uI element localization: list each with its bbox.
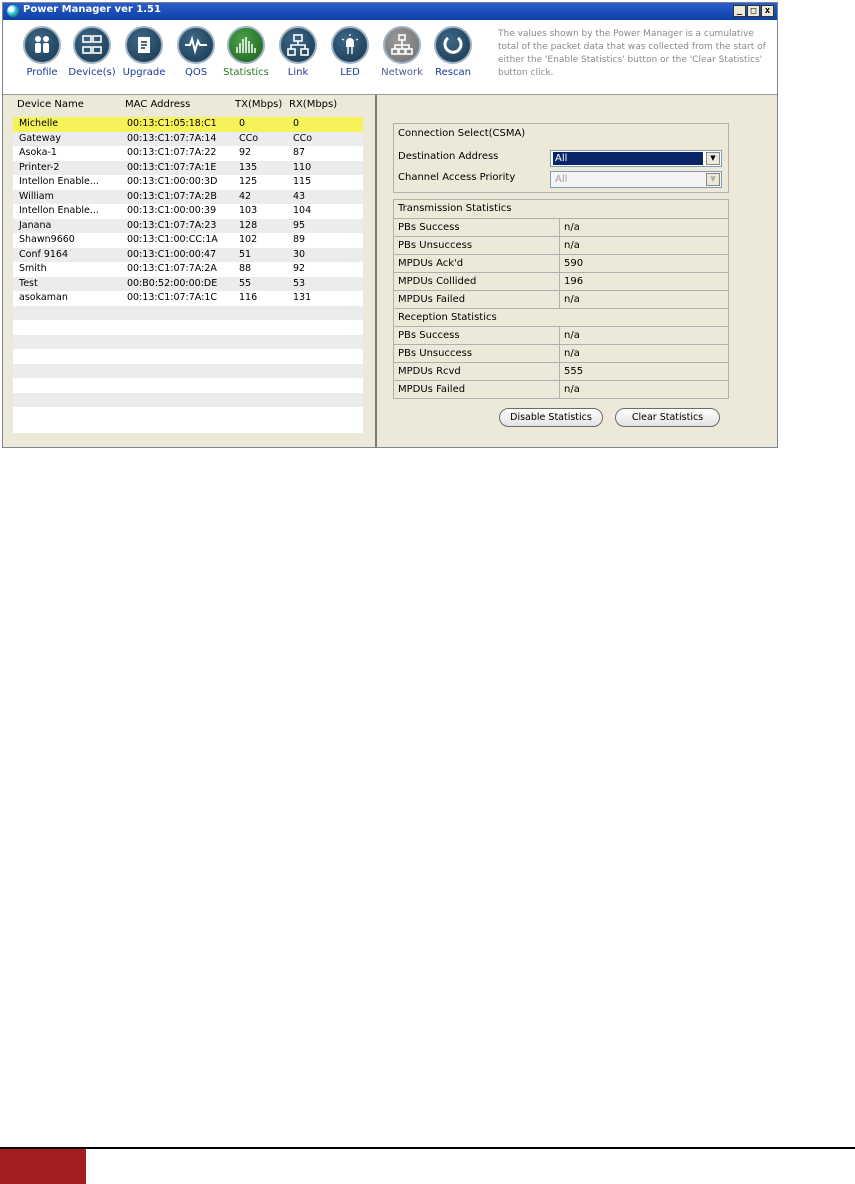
transmission-statistics-header bbox=[394, 200, 728, 218]
tx-cell: 135 bbox=[239, 161, 258, 173]
device-name-cell: Smith bbox=[19, 263, 47, 274]
tool-label: Upgrade bbox=[122, 67, 166, 78]
rx-cell: 0 bbox=[293, 118, 300, 129]
column-rx[interactable]: RX(Mbps) bbox=[289, 99, 338, 110]
chevron-down-icon[interactable]: ▼ bbox=[706, 152, 720, 165]
statistics-table bbox=[393, 199, 729, 399]
empty-table-row bbox=[13, 393, 363, 408]
device-name-cell: Intellon Enable... bbox=[19, 176, 99, 187]
stat-label: MPDUs Failed bbox=[394, 291, 560, 308]
section-title: Reception Statistics bbox=[398, 312, 497, 323]
destination-address-label: Destination Address bbox=[398, 151, 499, 162]
stat-row bbox=[394, 344, 728, 362]
rx-cell: 89 bbox=[293, 234, 306, 245]
stat-label: MPDUs Rcvd bbox=[394, 363, 560, 380]
tool-rescan[interactable] bbox=[428, 26, 478, 78]
tool-label: Statistics bbox=[223, 67, 269, 78]
qos-icon bbox=[177, 26, 215, 64]
section-title: Transmission Statistics bbox=[398, 203, 512, 214]
profile-icon bbox=[23, 26, 61, 64]
device-name-cell: Conf 9164 bbox=[19, 248, 69, 260]
stat-value: n/a bbox=[564, 348, 580, 359]
tx-cell: CCo bbox=[239, 132, 259, 144]
tx-cell: 128 bbox=[239, 219, 258, 231]
table-row[interactable] bbox=[13, 146, 363, 161]
device-name-cell: Asoka-1 bbox=[19, 147, 57, 158]
tool-label: LED bbox=[340, 67, 360, 78]
table-row[interactable] bbox=[13, 277, 363, 292]
mac-address-cell: 00:13:C1:05:18:C1 bbox=[127, 118, 217, 129]
stat-value: n/a bbox=[564, 330, 580, 341]
rx-cell: 87 bbox=[293, 147, 306, 158]
devices-icon bbox=[73, 26, 111, 64]
page-footer-rule bbox=[0, 1147, 855, 1149]
table-row[interactable] bbox=[13, 190, 363, 205]
network-icon bbox=[383, 26, 421, 64]
stat-row bbox=[394, 326, 728, 344]
rescan-icon bbox=[434, 26, 472, 64]
destination-address-value: All bbox=[553, 152, 703, 165]
empty-table-row bbox=[13, 407, 363, 422]
stat-value: n/a bbox=[564, 240, 580, 251]
table-row[interactable] bbox=[13, 161, 363, 176]
mac-address-cell: 00:13:C1:07:7A:23 bbox=[127, 219, 217, 231]
mac-address-cell: 00:13:C1:00:00:39 bbox=[127, 205, 217, 216]
table-row[interactable] bbox=[13, 117, 363, 132]
mac-address-cell: 00:13:C1:07:7A:22 bbox=[127, 147, 217, 158]
column-device-name[interactable]: Device Name bbox=[17, 99, 84, 110]
disable-statistics-button[interactable]: Disable Statistics bbox=[499, 408, 603, 427]
mac-address-cell: 00:13:C1:00:00:3D bbox=[127, 176, 218, 187]
close-button[interactable]: x bbox=[761, 5, 774, 17]
table-row[interactable] bbox=[13, 233, 363, 248]
page-footer-block bbox=[0, 1149, 86, 1184]
reception-statistics-header bbox=[394, 308, 728, 326]
tool-led[interactable] bbox=[325, 26, 375, 78]
mac-address-cell: 00:13:C1:07:7A:1C bbox=[127, 292, 217, 303]
column-mac-address[interactable]: MAC Address bbox=[125, 99, 191, 110]
statistics-icon bbox=[227, 26, 265, 64]
table-row[interactable] bbox=[13, 204, 363, 219]
title-bar[interactable] bbox=[3, 3, 777, 20]
led-icon bbox=[331, 26, 369, 64]
empty-table-row bbox=[13, 378, 363, 393]
link-icon bbox=[279, 26, 317, 64]
minimize-button[interactable]: _ bbox=[733, 5, 746, 17]
table-row[interactable] bbox=[13, 219, 363, 234]
tool-qos[interactable] bbox=[171, 26, 221, 78]
channel-access-priority-label: Channel Access Priority bbox=[398, 172, 516, 183]
tx-cell: 92 bbox=[239, 147, 252, 158]
rx-cell: 104 bbox=[293, 205, 312, 216]
stat-value: n/a bbox=[564, 384, 580, 395]
mac-address-cell: 00:13:C1:00:00:47 bbox=[127, 248, 217, 260]
channel-access-priority-select[interactable] bbox=[550, 171, 722, 188]
table-row[interactable] bbox=[13, 291, 363, 306]
rx-cell: 43 bbox=[293, 190, 306, 202]
tx-cell: 102 bbox=[239, 234, 258, 245]
empty-table-row bbox=[13, 306, 363, 321]
tool-label: Profile bbox=[26, 67, 58, 78]
stat-label: MPDUs Collided bbox=[394, 273, 560, 290]
power-manager-window bbox=[2, 2, 778, 448]
table-row[interactable] bbox=[13, 175, 363, 190]
mac-address-cell: 00:13:C1:07:7A:2B bbox=[127, 190, 217, 202]
tool-label: QOS bbox=[184, 67, 208, 78]
device-name-cell: William bbox=[19, 190, 54, 202]
tool-upgrade[interactable] bbox=[119, 26, 169, 78]
table-row[interactable] bbox=[13, 262, 363, 277]
statistics-panel bbox=[379, 95, 777, 447]
rx-cell: 92 bbox=[293, 263, 306, 274]
stat-label: PBs Unsuccess bbox=[394, 237, 560, 254]
rx-cell: 30 bbox=[293, 248, 306, 260]
tx-cell: 55 bbox=[239, 277, 252, 289]
tx-cell: 88 bbox=[239, 263, 252, 274]
tx-cell: 103 bbox=[239, 205, 258, 216]
tool-link[interactable] bbox=[273, 26, 323, 78]
empty-table-row bbox=[13, 335, 363, 350]
maximize-button[interactable]: □ bbox=[747, 5, 760, 17]
empty-table-row bbox=[13, 364, 363, 379]
stat-label: PBs Success bbox=[394, 219, 560, 236]
stat-row bbox=[394, 380, 728, 398]
tool-label: Device(s) bbox=[68, 67, 116, 78]
device-name-cell: Printer-2 bbox=[19, 161, 60, 173]
device-table bbox=[13, 117, 363, 433]
device-table-header bbox=[7, 99, 367, 113]
rx-cell: 110 bbox=[293, 161, 312, 173]
stat-value: 590 bbox=[564, 258, 584, 269]
connection-select-caption: Connection Select(CSMA) bbox=[398, 128, 526, 139]
stat-row bbox=[394, 362, 728, 380]
tool-network[interactable] bbox=[377, 26, 427, 78]
chevron-down-icon[interactable]: ▼ bbox=[706, 173, 720, 186]
window-title: Power Manager ver 1.51 bbox=[23, 4, 161, 15]
stat-row bbox=[394, 254, 728, 272]
stat-row bbox=[394, 218, 728, 236]
device-name-cell: Gateway bbox=[19, 132, 61, 144]
stat-label: MPDUs Ack'd bbox=[394, 255, 560, 272]
rx-cell: CCo bbox=[293, 132, 313, 144]
tx-cell: 42 bbox=[239, 190, 252, 202]
column-tx[interactable]: TX(Mbps) bbox=[235, 99, 283, 110]
upgrade-icon bbox=[125, 26, 163, 64]
app-icon bbox=[7, 5, 19, 17]
rx-cell: 53 bbox=[293, 277, 306, 289]
stat-row bbox=[394, 236, 728, 254]
tool-statistics[interactable] bbox=[221, 26, 271, 78]
stat-value: n/a bbox=[564, 294, 580, 305]
mac-address-cell: 00:B0:52:00:00:DE bbox=[127, 277, 218, 289]
tx-cell: 116 bbox=[239, 292, 258, 303]
tool-devices[interactable] bbox=[67, 26, 117, 78]
empty-table-row bbox=[13, 349, 363, 364]
empty-table-row bbox=[13, 320, 363, 335]
toolbar bbox=[3, 20, 777, 95]
device-name-cell: Test bbox=[19, 277, 38, 289]
tx-cell: 51 bbox=[239, 248, 252, 260]
table-row[interactable] bbox=[13, 132, 363, 147]
tool-label: Link bbox=[287, 67, 309, 78]
connection-select-group bbox=[393, 123, 729, 193]
tx-cell: 0 bbox=[239, 118, 246, 129]
mac-address-cell: 00:13:C1:07:7A:2A bbox=[127, 263, 217, 274]
stat-row bbox=[394, 290, 728, 308]
stat-value: 196 bbox=[564, 276, 584, 287]
rx-cell: 131 bbox=[293, 292, 312, 303]
stat-label: PBs Unsuccess bbox=[394, 345, 560, 362]
mac-address-cell: 00:13:C1:00:CC:1A bbox=[127, 234, 218, 245]
device-name-cell: Janana bbox=[19, 219, 52, 231]
stat-label: MPDUs Failed bbox=[394, 381, 560, 398]
stat-row bbox=[394, 272, 728, 290]
stat-label: PBs Success bbox=[394, 327, 560, 344]
stat-value: n/a bbox=[564, 222, 580, 233]
destination-address-select[interactable] bbox=[550, 150, 722, 167]
tool-profile[interactable] bbox=[17, 26, 67, 78]
device-list-panel bbox=[3, 95, 377, 447]
rx-cell: 95 bbox=[293, 219, 306, 231]
device-name-cell: asokaman bbox=[19, 292, 68, 303]
table-row[interactable] bbox=[13, 248, 363, 263]
tool-label: Network bbox=[381, 67, 423, 78]
mac-address-cell: 00:13:C1:07:7A:1E bbox=[127, 161, 217, 173]
tx-cell: 125 bbox=[239, 176, 258, 187]
rx-cell: 115 bbox=[293, 176, 312, 187]
device-name-cell: Intellon Enable... bbox=[19, 205, 99, 216]
mac-address-cell: 00:13:C1:07:7A:14 bbox=[127, 132, 217, 144]
device-name-cell: Shawn9660 bbox=[19, 234, 75, 245]
tool-label: Rescan bbox=[435, 67, 471, 78]
stat-value: 555 bbox=[564, 366, 584, 377]
channel-access-priority-value: All bbox=[555, 174, 568, 185]
device-name-cell: Michelle bbox=[19, 118, 59, 129]
statistics-info-text: The values shown by the Power Manager is a cumulative total of the packet data that was collected from the start of either the 'Enable Statistics' button or the 'Clear Statistics' button click. bbox=[498, 29, 766, 78]
clear-statistics-button[interactable]: Clear Statistics bbox=[615, 408, 720, 427]
